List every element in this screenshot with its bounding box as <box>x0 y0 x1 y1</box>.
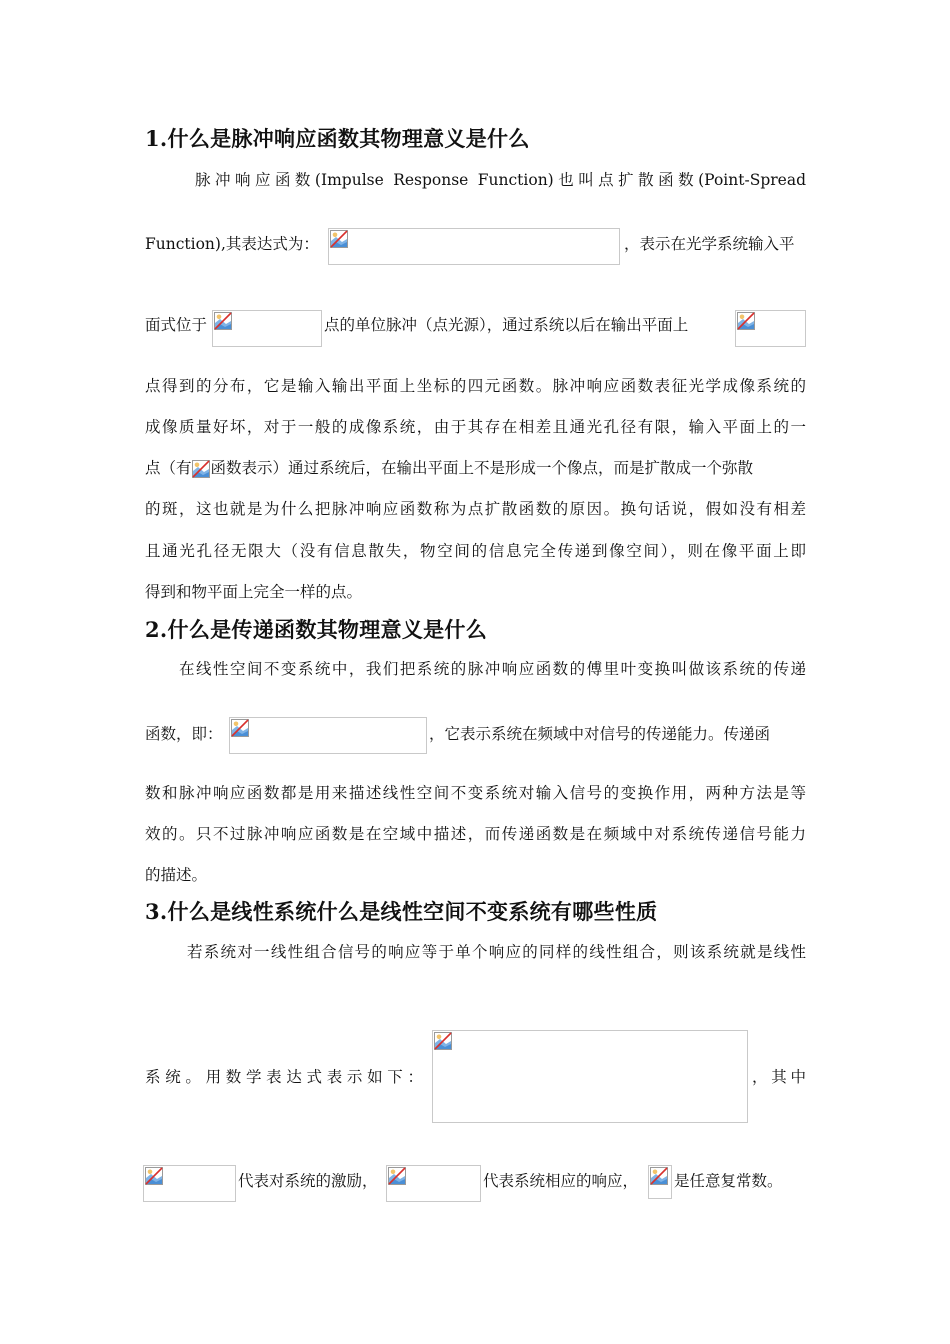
formula-image <box>192 460 210 478</box>
paragraph-line: 的斑，这也就是为什么把脉冲响应函数称为点扩散函数的原因。换句话说，假如没有相差 <box>145 500 806 518</box>
text-span: 点（有 <box>145 459 192 477</box>
broken-image-icon <box>650 1167 668 1185</box>
broken-image-icon <box>214 312 232 330</box>
section-1-heading: 1.什么是脉冲响应函数其物理意义是什么 <box>145 126 530 151</box>
formula-image <box>432 1030 748 1123</box>
paragraph-line: 函数，即： <box>145 725 223 743</box>
broken-image-icon <box>330 230 348 248</box>
paragraph-line: ，表示在光学系统输入平 <box>624 235 795 253</box>
formula-image <box>386 1165 481 1202</box>
broken-image-icon <box>434 1032 452 1050</box>
formula-image <box>735 310 806 347</box>
paragraph-line: 脉冲响应函数(Impulse Response Function)也叫点扩散函数(Point-Spread <box>195 171 806 189</box>
broken-image-icon <box>231 719 249 737</box>
broken-image-icon <box>388 1167 406 1185</box>
paragraph-line: 点的单位脉冲（点光源），通过系统以后在输出平面上 <box>324 316 689 334</box>
paragraph-line: 效的。只不过脉冲响应函数是在空域中描述，而传递函数是在频域中对系统传递信号能力 <box>145 825 806 843</box>
section-2-heading: 2.什么是传递函数其物理意义是什么 <box>145 617 488 642</box>
paragraph-line <box>145 456 753 478</box>
broken-image-icon <box>737 312 755 330</box>
formula-image <box>143 1165 236 1202</box>
paragraph-line: 在线性空间不变系统中，我们把系统的脉冲响应函数的傅里叶变换叫做该系统的传递 <box>179 660 806 678</box>
paragraph-line: 得到和物平面上完全一样的点。 <box>145 583 363 601</box>
text-span: 函数表示）通过系统后，在输出平面上不是形成一个像点，而是扩散成一个弥散 <box>210 459 754 477</box>
paragraph-line: 代表对系统的激励， <box>238 1172 378 1190</box>
broken-image-icon <box>145 1167 163 1185</box>
formula-image <box>212 310 322 347</box>
formula-image <box>648 1165 672 1199</box>
paragraph-line: 若系统对一线性组合信号的响应等于单个响应的同样的线性组合，则该系统就是线性 <box>187 943 806 961</box>
paragraph-line: 的描述。 <box>145 866 208 884</box>
paragraph-line: 是任意复常数。 <box>674 1172 783 1190</box>
paragraph-line: 成像质量好坏，对于一般的成像系统，由于其存在相差且通光孔径有限，输入平面上的一 <box>145 418 806 436</box>
paragraph-line: ，其中 <box>752 1068 806 1086</box>
formula-image <box>229 717 427 754</box>
broken-image-icon <box>192 460 210 478</box>
section-3-heading: 3.什么是线性系统什么是线性空间不变系统有哪些性质 <box>145 899 658 924</box>
paragraph-line: 面式位于 <box>145 316 208 334</box>
paragraph-line: ，它表示系统在频域中对信号的传递能力。传递函 <box>429 725 771 743</box>
paragraph-line: 数和脉冲响应函数都是用来描述线性空间不变系统对输入信号的变换作用，两种方法是等 <box>145 784 806 802</box>
paragraph-line: 点得到的分布，它是输入输出平面上坐标的四元函数。脉冲响应函数表征光学成像系统的 <box>145 377 806 395</box>
paragraph-line: 代表系统相应的响应， <box>483 1172 639 1190</box>
formula-image <box>328 228 620 265</box>
paragraph-line: 且通光孔径无限大（没有信息散失，物空间的信息完全传递到像空间），则在像平面上即 <box>145 542 806 560</box>
paragraph-line: Function),其表达式为： <box>145 235 319 253</box>
paragraph-line: 系统。用数学表达式表示如下： <box>145 1068 424 1086</box>
